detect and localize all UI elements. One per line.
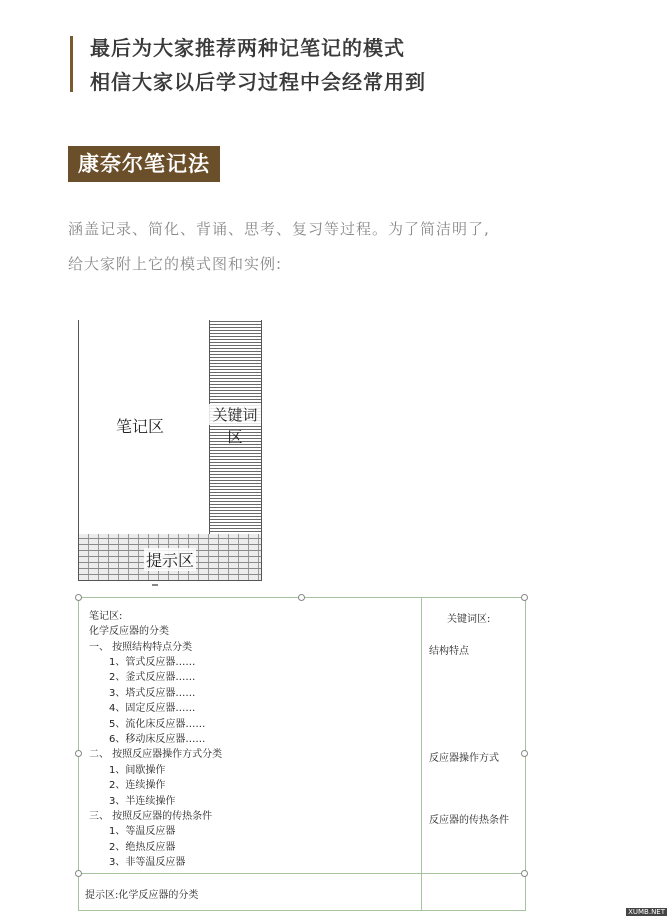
keyword-item: 反应器操作方式 (429, 753, 499, 764)
note-line: 2、连续操作 (109, 780, 166, 791)
note-line: 5、流化床反应器…… (109, 719, 206, 730)
keywords-header: 关键词区: (447, 614, 491, 625)
resize-handle (521, 750, 528, 757)
resize-handle (75, 750, 82, 757)
resize-handle (521, 594, 528, 601)
quote-line-2: 相信大家以后学习过程中会经常用到 (90, 70, 426, 94)
cornell-diagram (78, 320, 262, 582)
resize-handle (298, 594, 305, 601)
cornell-example (78, 597, 526, 911)
resize-handle (75, 870, 82, 877)
diagram-keyword-label-1: 关键词 (209, 404, 261, 425)
note-line: 二、 按照反应器操作方式分类 (89, 749, 223, 760)
example-row-divider (79, 873, 525, 874)
diagram-hint-label: 提示区 (144, 548, 196, 571)
description-line-1: 涵盖记录、简化、背诵、思考、复习等过程。为了简洁明了, (68, 220, 490, 238)
quote-line-1: 最后为大家推荐两种记笔记的模式 (90, 36, 405, 60)
note-line: 1、等温反应器 (109, 826, 176, 837)
quote-bar (70, 36, 73, 92)
note-line: 1、间歇操作 (109, 765, 166, 776)
section-title: 康奈尔笔记法 (68, 146, 220, 182)
note-line: 化学反应器的分类 (89, 626, 169, 637)
note-line: 三、 按照反应器的传热条件 (89, 811, 213, 822)
note-line: 2、釜式反应器…… (109, 672, 196, 683)
resize-handle (75, 594, 82, 601)
keyword-item: 结构特点 (429, 646, 469, 657)
diagram-notes-label: 笔记区 (116, 417, 165, 436)
note-line: 3、半连续操作 (109, 796, 176, 807)
watermark: XUMB.NET (628, 908, 665, 916)
note-line: 3、塔式反应器…… (109, 688, 196, 699)
note-line: 6、移动床反应器…… (109, 734, 206, 745)
note-line: 一、 按照结构特点分类 (89, 642, 193, 653)
diagram-keyword-label-2: 区 (227, 428, 243, 446)
note-line: 1、管式反应器…… (109, 657, 196, 668)
note-line: 4、固定反应器…… (109, 703, 196, 714)
resize-handle (521, 870, 528, 877)
keyword-item: 反应器的传热条件 (429, 815, 509, 826)
note-line: 3、非等温反应器 (109, 857, 186, 868)
hint-line: 提示区:化学反应器的分类 (85, 890, 199, 901)
description-line-2: 给大家附上它的模式图和实例: (68, 255, 283, 273)
divider-mark (152, 584, 158, 586)
notes-header: 笔记区: (89, 611, 123, 622)
note-line: 2、绝热反应器 (109, 842, 176, 853)
example-column-divider (421, 598, 422, 910)
